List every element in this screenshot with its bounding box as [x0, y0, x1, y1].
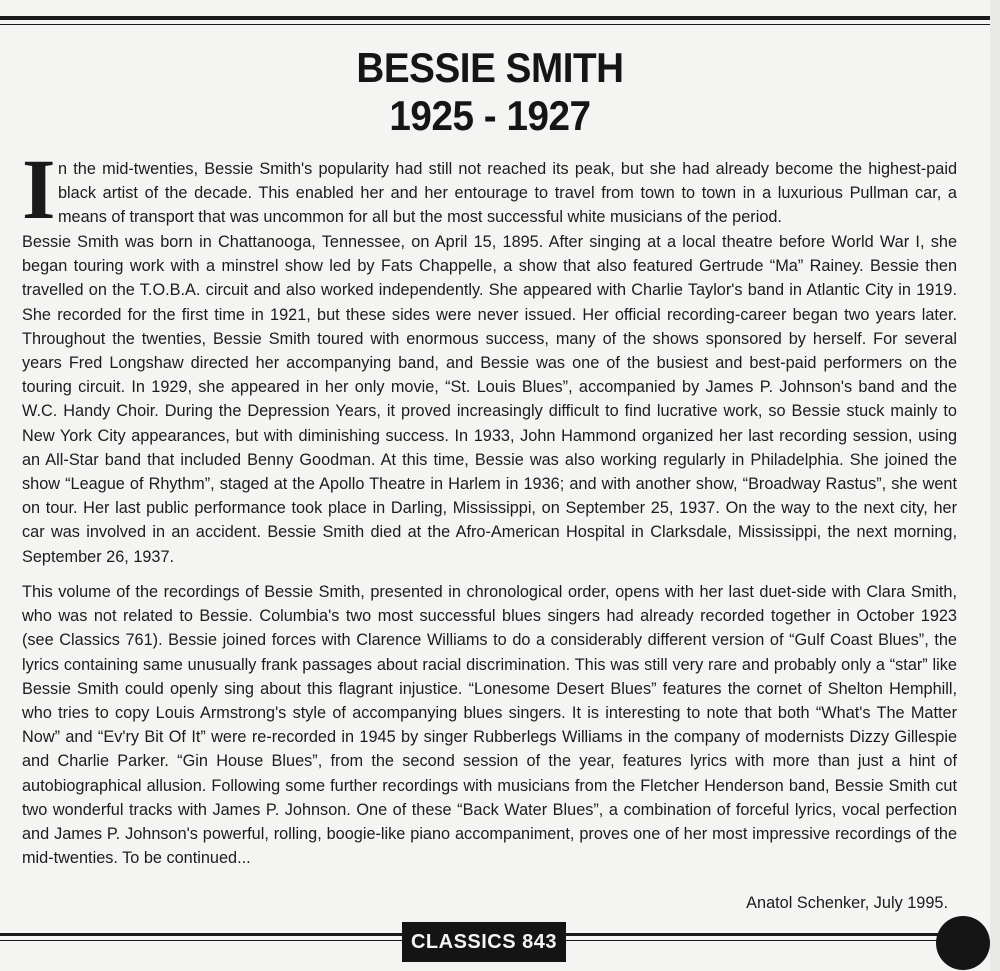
page-edge	[990, 0, 1000, 971]
footer-rule-left-thin	[0, 940, 402, 941]
corner-dot-icon	[936, 916, 990, 970]
recordings-paragraph: This volume of the recordings of Bessie Smith, presented in chronological order, opens with her last duet-side with Clara Smith, who was not related to Bessie. Columbia's two most successful blues singers had already recorded together in October 1923 (see Classics 761). Bessie joined forces with Clarence Williams to do a considerably different version of “Gulf Coast Blues”, the lyrics containing same unusually frank passages about racial discrimination. This was still very rare and probably only a “star” like Bessie Smith could openly sing about this flagrant injustice. “Lonesome Desert Blues” features the cornet of Shelton Hemphill, who tries to copy Louis Armstrong's style of accompanying blues singers. It is interesting to note that both “What's The Matter Now” and “Ev'ry Bit Of It” were re-recorded in 1945 by singer Rubberlegs Williams in the company of modernists Dizzy Gillespie and Charlie Parker. “Gin House Blues”, from the second session of the year, features lyrics with more than just a hint of autobiographical allusion. Following some further recordings with musicians from the Fletcher Henderson band, Bessie Smith cut two wonderful tracks with James P. Johnson. One of these “Back Water Blues”, a combination of forceful lyrics, vocal perfection and James P. Johnson's powerful, rolling, boogie-like piano accompaniment, proves one of her most impressive recordings of the mid-twenties. To be continued...	[22, 583, 957, 868]
intro-paragraph: n the mid-twenties, Bessie Smith's popularity had still not reached its peak, but she had already become the highest-paid black artist of the decade. This enabled her and her entourage to travel from town to town in a luxurious Pullman car, a means of transport that was uncommon for all but the most successful white musicians of the period.	[58, 160, 957, 227]
page-title: BESSIE SMITH	[356, 44, 624, 91]
catalog-label: CLASSICS 843	[402, 922, 566, 962]
top-rule-thin	[0, 24, 990, 25]
author-signature: Anatol Schenker, July 1995.	[746, 894, 948, 912]
top-rule-thick	[0, 16, 990, 20]
footer-rule-right	[566, 933, 946, 936]
drop-cap: I	[22, 141, 56, 237]
footer-rule-right-thin	[566, 940, 946, 941]
footer-rule-left	[0, 933, 402, 936]
page-subtitle-years: 1925 - 1927	[389, 92, 591, 139]
biography-paragraph: Bessie Smith was born in Chattanooga, Tennessee, on April 15, 1895. After singing at a local theatre before World War I, she began touring work with a minstrel show led by Fats Chappelle, a show that also featured Gertrude “Ma” Rainey. Bessie then travelled on the T.O.B.A. circuit and also worked independently. She appeared with Charlie Taylor's band in Atlantic City in 1919. She recorded for the first time in 1921, but these sides were never issued. Her official recording-career began two years later. Throughout the twenties, Bessie Smith toured with enormous success, many of the shows sponsored by herself. For several years Fred Longshaw directed her accompanying band, and Bessie was one of the busiest and best-paid performers on the touring circuit. In 1929, she appeared in her only movie, “St. Louis Blues”, accompanied by James P. Johnson's band and the W.C. Handy Choir. During the Depression Years, it proved increasingly difficult to find lucrative work, so Bessie stuck mainly to New York City appearances, but with diminishing success. In 1933, John Hammond organized her last recording session, using an All-Star band that included Benny Goodman. At this time, Bessie was also working regularly in Philadelphia. She joined the show “League of Rhythm”, staged at the Apollo Theatre in Harlem in 1936; and with another show, “Broadway Rastus”, she went on tour. Her last public performance took place in Darling, Mississippi, on September 25, 1937. On the way to the next city, her car was involved in an accident. Bessie Smith died at the Afro-American Hospital in Clarksdale, Mississippi, the next morning, September 26, 1937.	[22, 233, 957, 566]
